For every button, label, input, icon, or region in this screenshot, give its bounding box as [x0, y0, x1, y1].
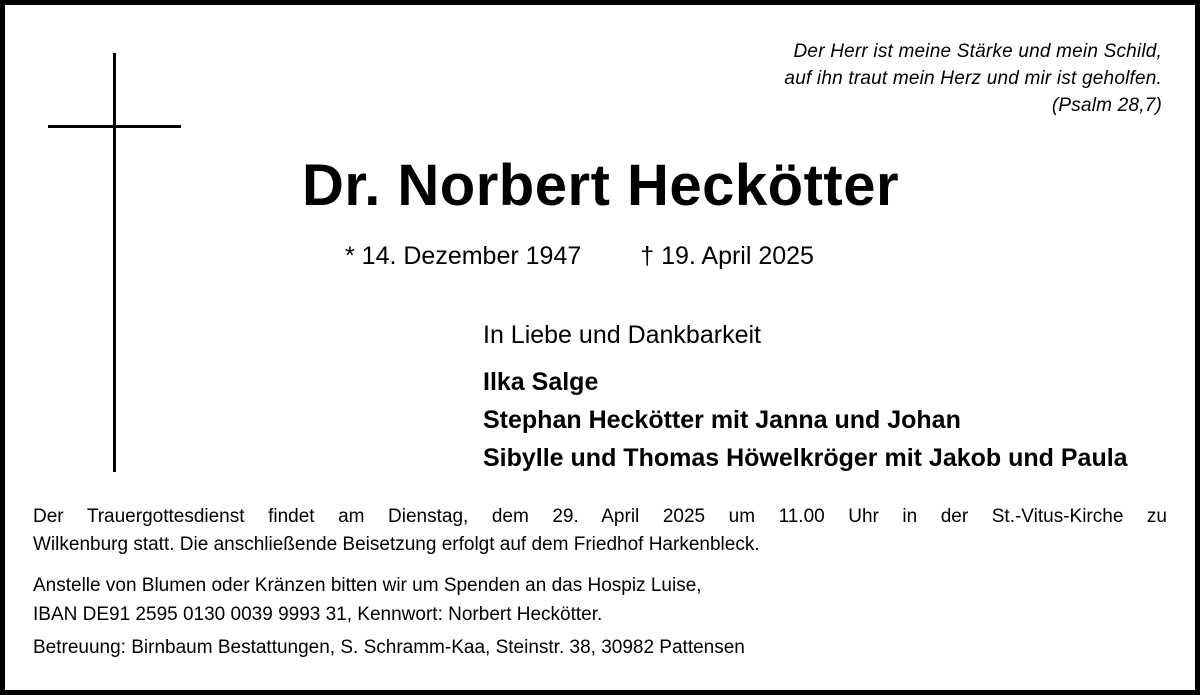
life-dates	[345, 239, 814, 273]
mourners-intro: In Liebe und Dankbarkeit	[483, 321, 761, 349]
deceased-name: Dr. Norbert Heckötter	[301, 153, 900, 218]
cross-horizontal-bar	[48, 125, 181, 128]
psalm-line-2: auf ihn traut mein Herz und mir ist geholfen.	[784, 68, 1162, 89]
donation-line-1: Anstelle von Blumen oder Kränzen bitten wir um Spenden an das Hospiz Luise,	[33, 575, 702, 596]
funeral-home-info: Betreuung: Birnbaum Bestattungen, S. Schramm-Kaa, Steinstr. 38, 30982 Pattensen	[33, 637, 745, 658]
cross-vertical-bar	[113, 53, 116, 472]
psalm-reference: (Psalm 28,7)	[1051, 95, 1162, 116]
birth-date: * 14. Dezember 1947	[345, 242, 582, 270]
mourner-name: Stephan Heckötter mit Janna und Johan	[483, 406, 961, 434]
service-line-1: Der Trauergottesdienst findet am Dienstag, dem 29. April 2025 um 11.00 Uhr in der St.-Vitus-Kirche zu	[33, 506, 1167, 527]
mourners-block	[483, 317, 1128, 477]
service-info	[33, 503, 1167, 559]
psalm-quote	[784, 38, 1162, 119]
service-line-2: Wilkenburg statt. Die anschließende Beisetzung erfolgt auf dem Friedhof Harkenbleck.	[33, 534, 760, 555]
mourner-name: Sibylle und Thomas Höwelkröger mit Jakob und Paula	[483, 444, 1128, 472]
mourner-name: Ilka Salge	[483, 368, 599, 396]
donation-info	[33, 571, 702, 629]
donation-line-2: IBAN DE91 2595 0130 0039 9993 31, Kennwort: Norbert Heckötter.	[33, 604, 603, 625]
psalm-line-1: Der Herr ist meine Stärke und mein Schild,	[793, 41, 1162, 62]
death-date: † 19. April 2025	[640, 242, 814, 270]
